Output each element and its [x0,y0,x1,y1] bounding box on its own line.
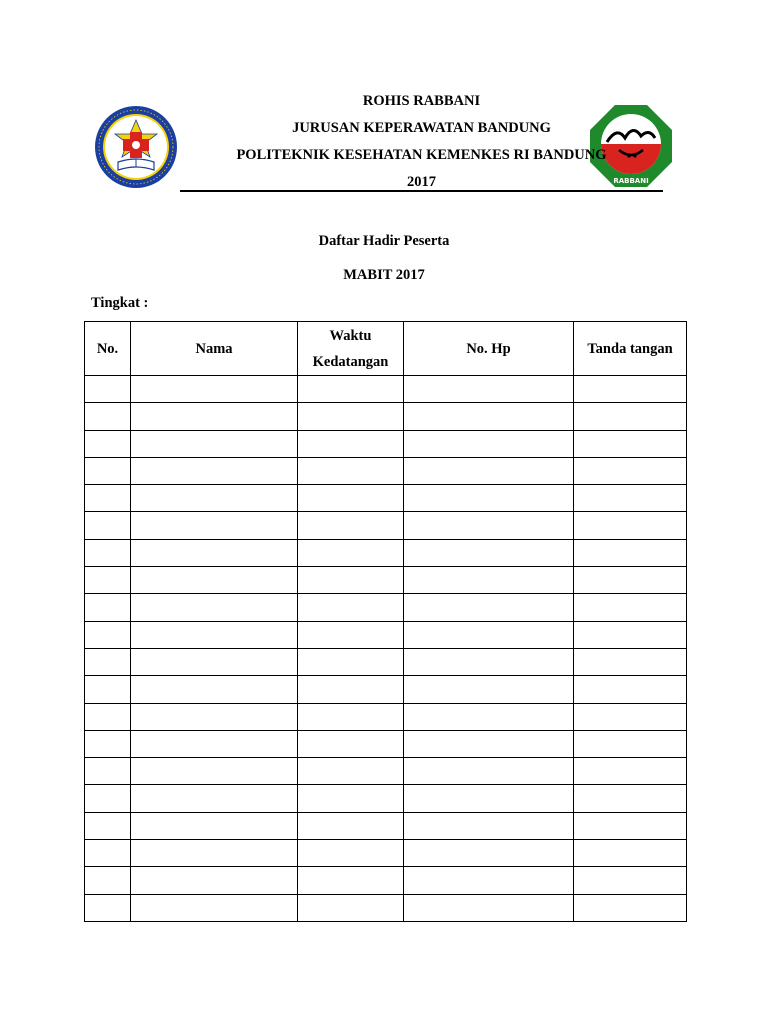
table-cell[interactable] [85,512,131,539]
table-row [85,648,687,675]
table-cell[interactable] [131,512,298,539]
table-row [85,867,687,894]
table-cell[interactable] [85,403,131,430]
table-row [85,594,687,621]
table-cell[interactable] [298,430,404,457]
table-cell[interactable] [85,539,131,566]
table-cell[interactable] [574,403,687,430]
table-cell[interactable] [85,430,131,457]
header-line-2: JURUSAN KEPERAWATAN BANDUNG [292,120,551,136]
table-cell[interactable] [404,812,574,839]
table-cell[interactable] [404,758,574,785]
table-cell[interactable] [404,485,574,512]
table-cell[interactable] [85,703,131,730]
table-cell[interactable] [574,676,687,703]
table-cell[interactable] [404,785,574,812]
table-cell[interactable] [131,485,298,512]
table-row [85,539,687,566]
header-waktu-line2: Kedatangan [312,353,389,370]
table-cell[interactable] [131,457,298,484]
table-cell[interactable] [131,758,298,785]
attendance-table [84,321,687,922]
header-nama: Nama [131,322,298,376]
table-cell[interactable] [85,867,131,894]
table-cell[interactable] [85,758,131,785]
table-cell[interactable] [404,512,574,539]
table-cell[interactable] [574,758,687,785]
table-cell[interactable] [298,376,404,403]
table-cell[interactable] [404,457,574,484]
table-cell[interactable] [131,594,298,621]
header-rule [180,190,663,192]
table-cell[interactable] [85,676,131,703]
table-cell[interactable] [574,648,687,675]
table-row [85,676,687,703]
table-cell[interactable] [574,512,687,539]
table-cell[interactable] [131,376,298,403]
header-tanda-tangan: Tanda tangan [574,322,687,376]
table-body [85,376,687,922]
table-cell[interactable] [574,485,687,512]
table-cell[interactable] [404,430,574,457]
table-row [85,785,687,812]
table-cell[interactable] [574,621,687,648]
table-row [85,758,687,785]
table-cell[interactable] [85,567,131,594]
header-no-hp: No. Hp [404,322,574,376]
table-cell[interactable] [574,812,687,839]
table-cell[interactable] [298,621,404,648]
table-cell[interactable] [574,730,687,757]
table-cell[interactable] [298,648,404,675]
table-cell[interactable] [404,621,574,648]
header-waktu-kedatangan [298,322,404,376]
document-title: Daftar Hadir Peserta [318,233,450,249]
table-cell[interactable] [85,812,131,839]
table-cell[interactable] [85,648,131,675]
header-waktu-line1: Waktu [329,327,372,344]
table-cell[interactable] [131,894,298,921]
table-cell[interactable] [298,840,404,867]
header-line-4: 2017 [407,174,436,190]
table-cell[interactable] [131,785,298,812]
table-cell[interactable] [131,567,298,594]
table-cell[interactable] [298,485,404,512]
table-cell[interactable] [298,512,404,539]
table-cell[interactable] [574,376,687,403]
table-cell[interactable] [404,703,574,730]
table-cell[interactable] [85,785,131,812]
table-cell[interactable] [574,703,687,730]
table-cell[interactable] [574,840,687,867]
table-cell[interactable] [404,567,574,594]
table-row [85,485,687,512]
table-cell[interactable] [298,676,404,703]
table-row [85,621,687,648]
table-cell[interactable] [85,594,131,621]
table-header-row [85,322,687,376]
table-cell[interactable] [404,376,574,403]
table-row [85,812,687,839]
header-line-3: POLITEKNIK KESEHATAN KEMENKES RI BANDUNG [236,147,607,163]
header-line-1: ROHIS RABBANI [362,93,481,109]
table-cell[interactable] [298,703,404,730]
table-cell[interactable] [85,485,131,512]
table-cell[interactable] [574,567,687,594]
table-cell[interactable] [404,403,574,430]
table-cell[interactable] [298,867,404,894]
table-cell[interactable] [85,894,131,921]
table-cell[interactable] [131,430,298,457]
table-cell[interactable] [298,785,404,812]
table-cell[interactable] [298,758,404,785]
header-no: No. [85,322,131,376]
table-cell[interactable] [404,648,574,675]
table-row [85,512,687,539]
table-cell[interactable] [131,403,298,430]
table-cell[interactable] [298,894,404,921]
table-cell[interactable] [298,403,404,430]
table-cell[interactable] [85,457,131,484]
table-cell[interactable] [574,457,687,484]
table-row [85,703,687,730]
table-cell[interactable] [298,539,404,566]
rabbani-logo-text: RABBANI [613,177,649,185]
poltekkes-logo-icon [94,104,178,190]
table-cell[interactable] [404,594,574,621]
table-row [85,457,687,484]
poltekkes-logo [94,104,178,190]
table-cell[interactable] [85,840,131,867]
table-row [85,403,687,430]
table-cell[interactable] [131,676,298,703]
table-cell[interactable] [298,730,404,757]
tingkat-label: Tingkat : [91,295,149,311]
table-cell[interactable] [404,676,574,703]
table-cell[interactable] [131,703,298,730]
table-cell[interactable] [85,621,131,648]
table-cell[interactable] [131,730,298,757]
table-cell[interactable] [131,840,298,867]
table-cell[interactable] [404,894,574,921]
table-cell[interactable] [404,730,574,757]
table-cell[interactable] [574,867,687,894]
table-cell[interactable] [85,376,131,403]
table-cell[interactable] [404,539,574,566]
table-cell[interactable] [298,567,404,594]
table-cell[interactable] [574,894,687,921]
table-row [85,430,687,457]
table-cell[interactable] [298,594,404,621]
table-cell[interactable] [574,594,687,621]
table-cell[interactable] [131,648,298,675]
table-row [85,567,687,594]
table-cell[interactable] [298,812,404,839]
table-row [85,376,687,403]
table-cell[interactable] [404,867,574,894]
table-cell[interactable] [404,840,574,867]
table-cell[interactable] [574,785,687,812]
table-cell[interactable] [574,430,687,457]
table-cell[interactable] [131,621,298,648]
document-subtitle: MABIT 2017 [343,267,425,283]
table-cell[interactable] [574,539,687,566]
table-cell[interactable] [298,457,404,484]
table-row [85,840,687,867]
table-row [85,730,687,757]
table-cell[interactable] [131,812,298,839]
table-cell[interactable] [85,730,131,757]
table-row [85,894,687,921]
table-cell[interactable] [131,539,298,566]
table-cell[interactable] [131,867,298,894]
